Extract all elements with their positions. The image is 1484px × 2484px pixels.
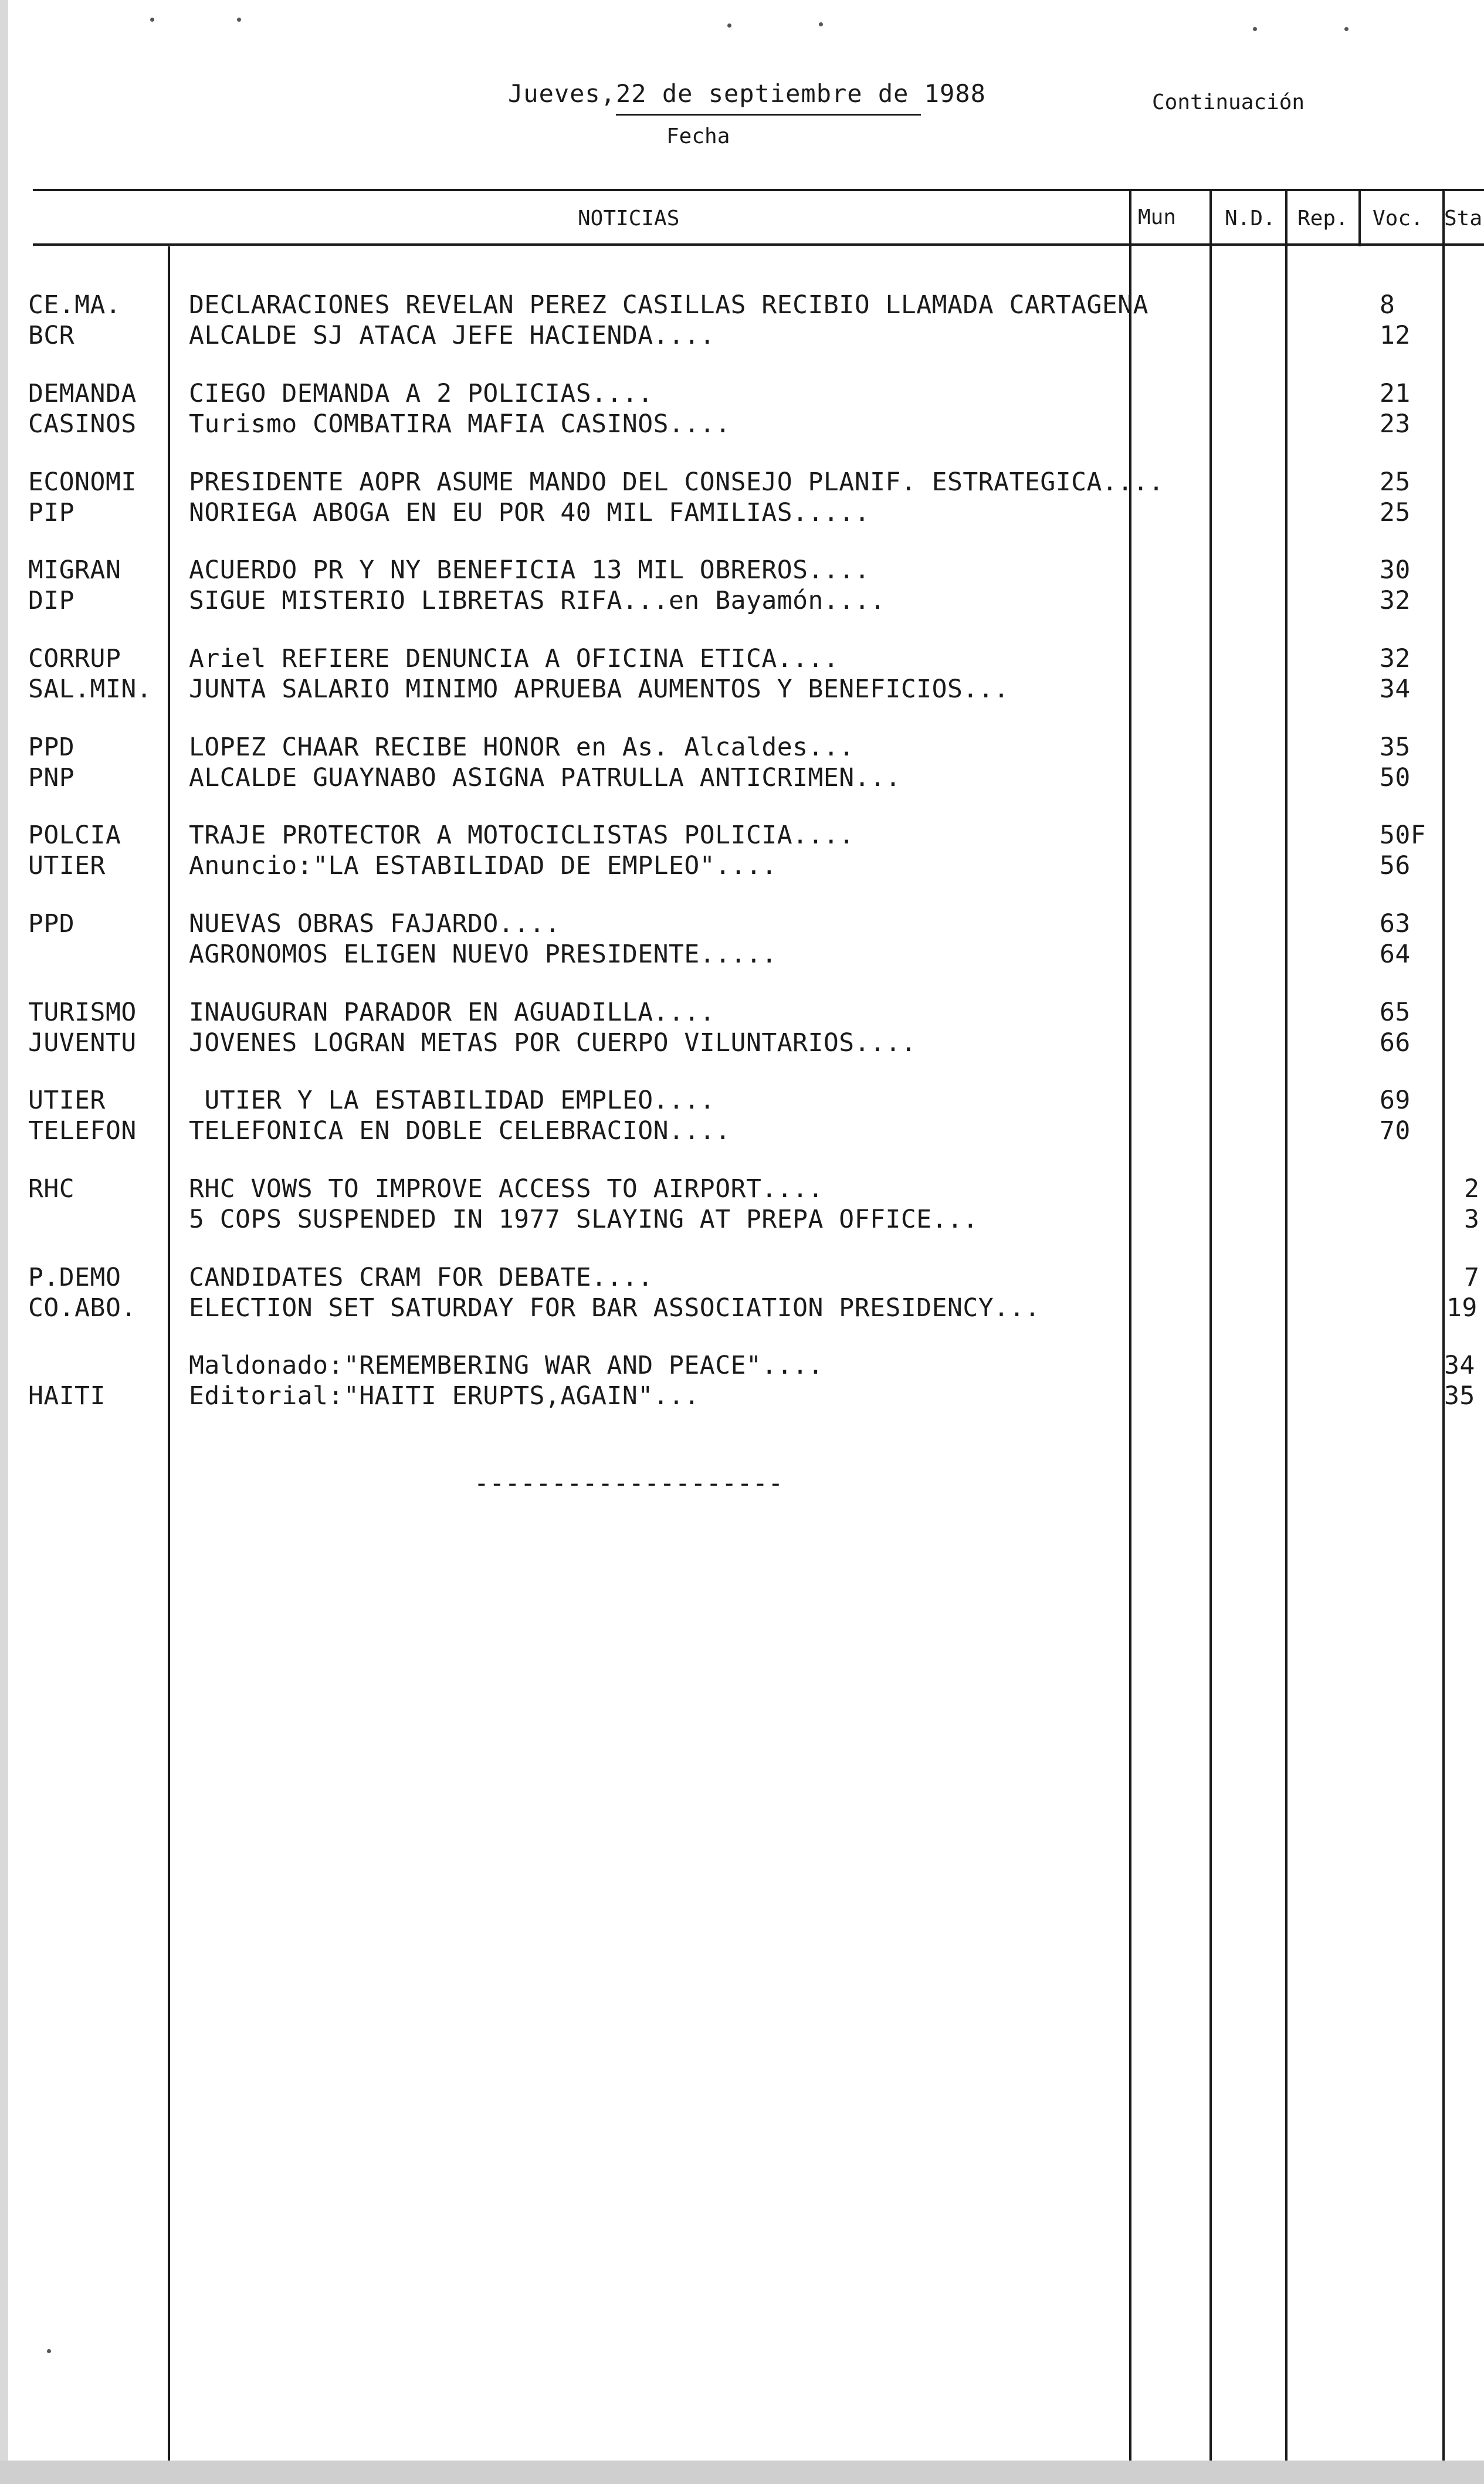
row-sta: 3 <box>1464 1205 1480 1234</box>
header-noticias: NOTICIAS <box>578 206 680 231</box>
row-code: MIGRAN <box>28 555 121 585</box>
row-title: 5 COPS SUSPENDED IN 1977 SLAYING AT PREPA OFFICE... <box>189 1205 978 1234</box>
row-title: Maldonado:"REMEMBERING WAR AND PEACE".... <box>189 1351 824 1380</box>
row-sta: 2 <box>1464 1174 1480 1204</box>
row-code: DIP <box>28 586 75 615</box>
row-voc: 70 <box>1380 1116 1411 1146</box>
row-code: UTIER <box>28 1086 106 1115</box>
row-title: CANDIDATES CRAM FOR DEBATE.... <box>189 1263 653 1292</box>
row-code: CO.ABO. <box>28 1293 137 1323</box>
row-title: Editorial:"HAITI ERUPTS,AGAIN"... <box>189 1381 700 1411</box>
scan-bottom-edge <box>0 2461 1484 2484</box>
scan-speck <box>150 18 154 22</box>
row-sta: 34 <box>1444 1351 1475 1380</box>
row-code: PNP <box>28 763 75 792</box>
table-top-rule <box>33 189 1484 191</box>
row-voc: 12 <box>1380 321 1411 350</box>
scan-speck <box>819 22 823 26</box>
row-code: CASINOS <box>28 409 137 439</box>
row-code: SAL.MIN. <box>28 675 153 704</box>
row-voc: 64 <box>1380 940 1411 969</box>
header-mun: Mun <box>1138 205 1177 229</box>
row-voc: 56 <box>1380 851 1411 880</box>
table-header-rule <box>33 243 1484 246</box>
row-code: TURISMO <box>28 998 137 1027</box>
row-title: NUEVAS OBRAS FAJARDO.... <box>189 909 561 938</box>
row-code: ECONOMI <box>28 467 137 497</box>
col-divider-mun <box>1129 191 1131 2484</box>
row-code: BCR <box>28 321 75 350</box>
row-voc: 35 <box>1380 733 1411 762</box>
scan-speck <box>1253 27 1257 31</box>
row-code: P.DEMO <box>28 1263 121 1292</box>
col-divider-nd <box>1209 191 1212 2484</box>
row-title: CIEGO DEMANDA A 2 POLICIAS.... <box>189 379 653 408</box>
row-voc: 34 <box>1380 675 1411 704</box>
scan-left-edge <box>0 0 8 2484</box>
row-sta: 7 <box>1464 1263 1480 1292</box>
row-voc: 69 <box>1380 1086 1411 1115</box>
row-code: PPD <box>28 733 75 762</box>
col-divider-code <box>168 246 170 2484</box>
row-voc: 50 <box>1380 763 1411 792</box>
continuation-label: Continuación <box>1152 90 1305 114</box>
row-code: RHC <box>28 1174 75 1204</box>
col-divider-sta <box>1442 191 1445 2484</box>
row-voc: 63 <box>1380 909 1411 938</box>
row-title: JOVENES LOGRAN METAS POR CUERPO VILUNTARIOS.... <box>189 1028 917 1058</box>
row-title: ALCALDE GUAYNABO ASIGNA PATRULLA ANTICRIMEN... <box>189 763 901 792</box>
date-caption: Fecha <box>666 124 730 148</box>
row-code: TELEFON <box>28 1116 137 1146</box>
row-title: LOPEZ CHAAR RECIBE HONOR en As. Alcaldes... <box>189 733 855 762</box>
row-voc: 50F <box>1380 821 1427 850</box>
row-title: ELECTION SET SATURDAY FOR BAR ASSOCIATION PRESIDENCY... <box>189 1293 1041 1323</box>
scan-speck <box>47 2349 51 2353</box>
row-voc: 65 <box>1380 998 1411 1027</box>
header-voc: Voc. <box>1373 206 1424 231</box>
row-code: UTIER <box>28 851 106 880</box>
row-voc: 32 <box>1380 586 1411 615</box>
row-title: TELEFONICA EN DOBLE CELEBRACION.... <box>189 1116 731 1146</box>
row-code: CE.MA. <box>28 290 121 320</box>
row-code: CORRUP <box>28 644 121 673</box>
col-divider-voc <box>1358 191 1361 246</box>
row-title: Anuncio:"LA ESTABILIDAD DE EMPLEO".... <box>189 851 777 880</box>
row-title: ACUERDO PR Y NY BENEFICIA 13 MIL OBREROS.... <box>189 555 870 585</box>
row-code: PIP <box>28 498 75 527</box>
header-rep: Rep. <box>1297 206 1349 231</box>
row-sta: 35 <box>1444 1381 1475 1411</box>
date-underline <box>616 114 921 116</box>
row-code: DEMANDA <box>28 379 137 408</box>
row-title: Turismo COMBATIRA MAFIA CASINOS.... <box>189 409 731 439</box>
row-voc: 30 <box>1380 555 1411 585</box>
row-voc: 8 <box>1380 290 1395 320</box>
row-code: HAITI <box>28 1381 106 1411</box>
row-title: DECLARACIONES REVELAN PEREZ CASILLAS RECIBIO LLAMADA CARTAGENA <box>189 290 1149 320</box>
scan-speck <box>727 23 731 28</box>
header-sta: Sta <box>1444 206 1483 231</box>
row-title: ALCALDE SJ ATACA JEFE HACIENDA.... <box>189 321 716 350</box>
row-title: PRESIDENTE AOPR ASUME MANDO DEL CONSEJO PLANIF. ESTRATEGICA.... <box>189 467 1164 497</box>
scan-speck <box>237 18 241 22</box>
row-title: JUNTA SALARIO MINIMO APRUEBA AUMENTOS Y BENEFICIOS... <box>189 675 1009 704</box>
col-divider-rep <box>1285 191 1288 2484</box>
row-title: AGRONOMOS ELIGEN NUEVO PRESIDENTE..... <box>189 940 777 969</box>
date-line: Jueves,22 de septiembre de 1988 <box>508 79 986 108</box>
row-title: RHC VOWS TO IMPROVE ACCESS TO AIRPORT.... <box>189 1174 824 1204</box>
row-code: JUVENTU <box>28 1028 137 1058</box>
row-voc: 66 <box>1380 1028 1411 1058</box>
end-rule: -------------------- <box>474 1469 784 1498</box>
row-voc: 25 <box>1380 498 1411 527</box>
row-title: NORIEGA ABOGA EN EU POR 40 MIL FAMILIAS..... <box>189 498 870 527</box>
row-voc: 25 <box>1380 467 1411 497</box>
row-code: PPD <box>28 909 75 938</box>
header-nd: N.D. <box>1225 206 1276 231</box>
row-title: Ariel REFIERE DENUNCIA A OFICINA ETICA.... <box>189 644 839 673</box>
row-sta: 19 <box>1446 1293 1478 1323</box>
row-code: POLCIA <box>28 821 121 850</box>
row-voc: 32 <box>1380 644 1411 673</box>
scan-speck <box>1344 27 1349 31</box>
row-title: UTIER Y LA ESTABILIDAD EMPLEO.... <box>189 1086 716 1115</box>
row-title: TRAJE PROTECTOR A MOTOCICLISTAS POLICIA.... <box>189 821 855 850</box>
row-title: INAUGURAN PARADOR EN AGUADILLA.... <box>189 998 716 1027</box>
row-voc: 23 <box>1380 409 1411 439</box>
row-voc: 21 <box>1380 379 1411 408</box>
row-title: SIGUE MISTERIO LIBRETAS RIFA...en Bayamón.... <box>189 586 886 615</box>
